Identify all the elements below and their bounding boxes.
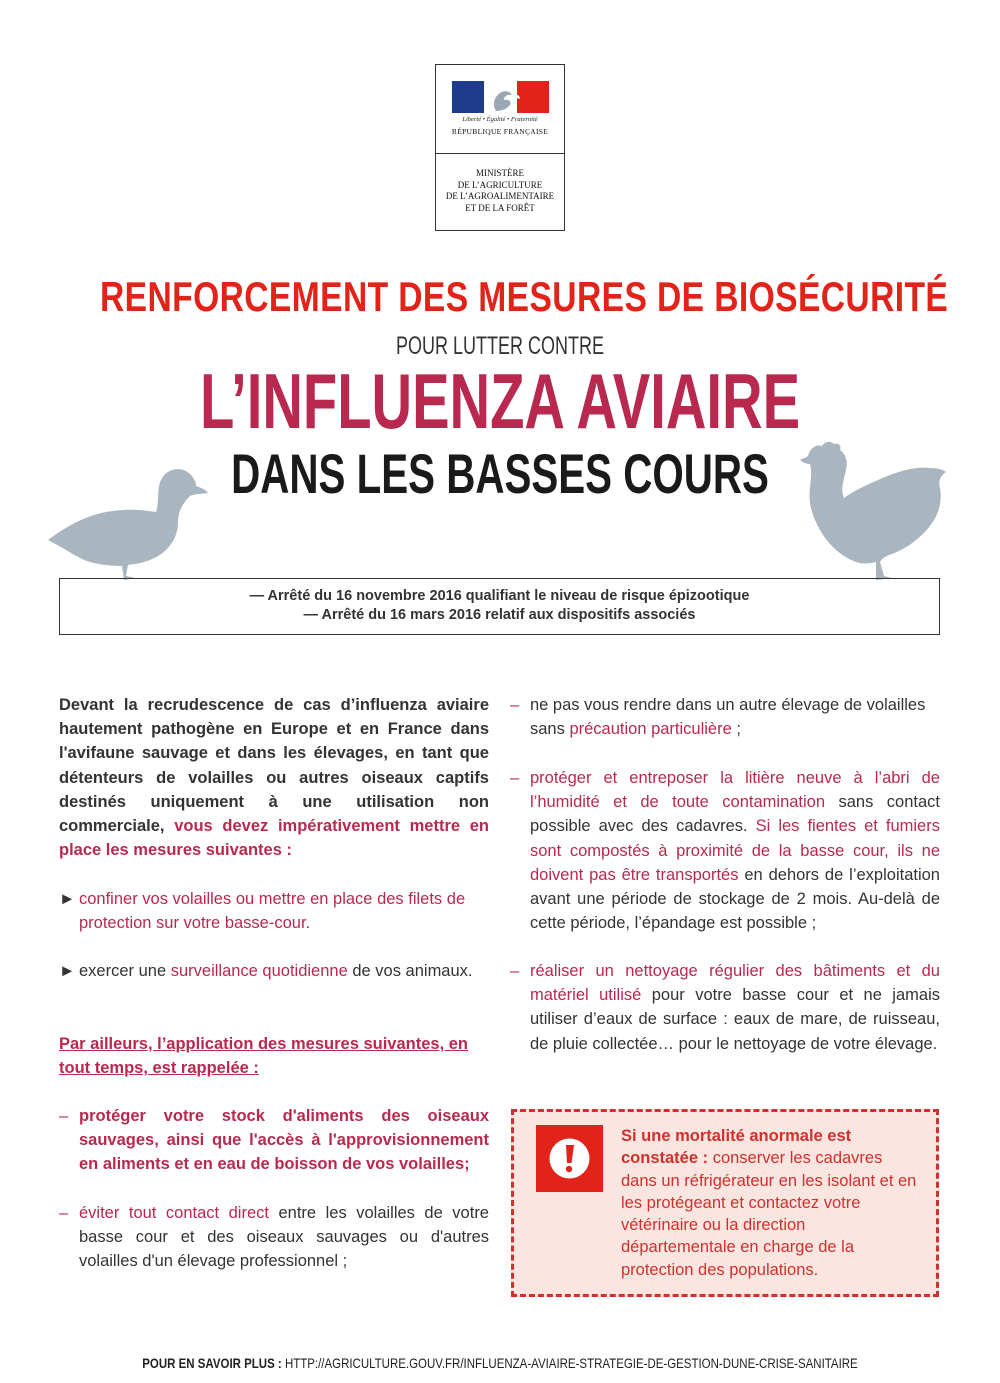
mandatory-item [59, 887, 489, 935]
reminder-item-post: entre les volailles de votre basse cour et des oiseaux sauvages ou d'autres volailles d'un élevage professionnel ; [79, 1204, 489, 1271]
mandatory-item-post: de vos animaux. [347, 962, 473, 980]
footer-link[interactable]: HTTP://AGRICULTURE.GOUV.FR/INFLUENZA-AVIAIRE-STRATEGIE-DE-GESTION-DUNE-CRISE-SANITAIRE [281, 1355, 858, 1371]
dash-bullet-icon: – [510, 962, 520, 980]
reminder-heading-text: Par ailleurs, l’application des mesures suivantes, en tout temps, est rappelée : [59, 1035, 469, 1078]
exclamation-icon [536, 1125, 603, 1192]
reminder-item-post: ; [731, 720, 741, 739]
reminder-item-red-2: Si les fientes et fumiers sont compostés à proximité de la basse cour, ils ne doivent pas être transportés [530, 817, 940, 884]
dash-bullet-icon: – [510, 696, 520, 714]
title-line-1: RENFORCEMENT DES MESURES DE BIOSÉCURITÉ [100, 273, 949, 320]
marianne-block [436, 65, 564, 154]
mandatory-item-pre: exercer une [79, 962, 171, 980]
intro-paragraph [59, 693, 489, 862]
reminder-item-pre: ne pas vous rendre dans un autre élevage de volailles sans [530, 696, 926, 739]
reminder-item [510, 693, 940, 741]
ministry-name: MINISTÈRE DE L’AGRICULTURE DE L’AGROALIMENTAIRE ET DE LA FORÊT [445, 168, 555, 213]
title-line-2: POUR LUTTER CONTRE [395, 332, 605, 360]
alert-body: conserver les cadavres dans un réfrigérateur en les isolant et en les protégeant et contactez votre vétérinaire ou la direction départementale en charge de la protection des populations. [621, 1149, 917, 1279]
reminder-item [59, 1104, 489, 1177]
intro-emphasis: vous devez impérativement mettre en place les mesures suivantes : [59, 817, 490, 860]
triangle-bullet-icon: ► [59, 890, 76, 908]
reminder-item-mid: sans contact possible avec des cadavres. [530, 793, 940, 836]
reminder-item-post: en dehors de l’exploitation avant une période de stockage de 2 mois. Au-delà de cette période, l’épandage est possible ; [530, 865, 940, 933]
decree-line: — Arrêté du 16 mars 2016 relatif aux dispositifs associés [303, 607, 696, 623]
reminder-heading [59, 1032, 489, 1080]
mandatory-item [59, 959, 489, 983]
alert-text [621, 1125, 921, 1281]
decrees-box [59, 578, 940, 635]
reminder-item [510, 959, 940, 1056]
decree-line: — Arrêté du 16 novembre 2016 qualifiant le niveau de risque épizootique [249, 588, 750, 604]
triangle-bullet-icon: ► [59, 962, 76, 980]
reminder-item [59, 1201, 489, 1274]
reminder-item-red: précaution particulière [569, 720, 732, 739]
reminder-item-red: réaliser un nettoyage régulier des bâtiments et du matériel utilisé [530, 962, 940, 1005]
reminder-item-red: protéger votre stock d'aliments des oiseaux sauvages, ainsi que l'accès à l'approvisionnement en aliments et en eau de boisson de vos volailles; [79, 1107, 489, 1174]
dash-bullet-icon: – [59, 1107, 69, 1125]
dash-bullet-icon: – [510, 769, 520, 787]
reminder-item-post: pour votre basse cour et ne jamais utiliser d’eaux de surface : eaux de mare, de ruisseau, de pluie collectée… pour le nettoyage de votre élevage. [530, 986, 940, 1053]
marianne-flag-icon [452, 81, 549, 113]
title-line-3: L’INFLUENZA AVIAIRE [199, 357, 801, 445]
intro-text: Devant la recrudescence de cas d’influenza aviaire hautement pathogène en Europe et en France dans l'avifaune sauvage et dans les élevages, en tant que détenteurs de volailles ou autres oiseaux captifs destinés uniquement à une utilisation non commerciale, [59, 696, 489, 836]
alert-bold: Si une mortalité anormale est constatée : [621, 1127, 852, 1168]
republic-name: RÉPUBLIQUE FRANÇAISE [451, 127, 549, 136]
mandatory-item-red: surveillance quotidienne [170, 962, 348, 980]
mandatory-item-red: confiner vos volailles ou mettre en place des filets de protection sur votre basse-cour. [79, 890, 466, 933]
alert-icon-box [536, 1125, 603, 1192]
footer [90, 1355, 910, 1371]
footer-label: POUR EN SAVOIR PLUS : [142, 1355, 282, 1371]
dash-bullet-icon: – [59, 1204, 69, 1222]
reminder-item-red: protéger et entreposer la litière neuve à l’abri de l’humidité et de toute contamination [530, 769, 940, 812]
ministry-logo [435, 64, 565, 231]
title-line-4: DANS LES BASSES COURS [231, 442, 769, 505]
reminder-item-red: éviter tout contact direct [79, 1204, 269, 1222]
mortality-alert-box [511, 1109, 939, 1297]
duck-silhouette-icon [44, 466, 210, 584]
reminder-item [510, 766, 940, 935]
republic-motto: Liberté • Égalité • Fraternité [462, 116, 538, 123]
hen-silhouette-icon [800, 440, 948, 582]
